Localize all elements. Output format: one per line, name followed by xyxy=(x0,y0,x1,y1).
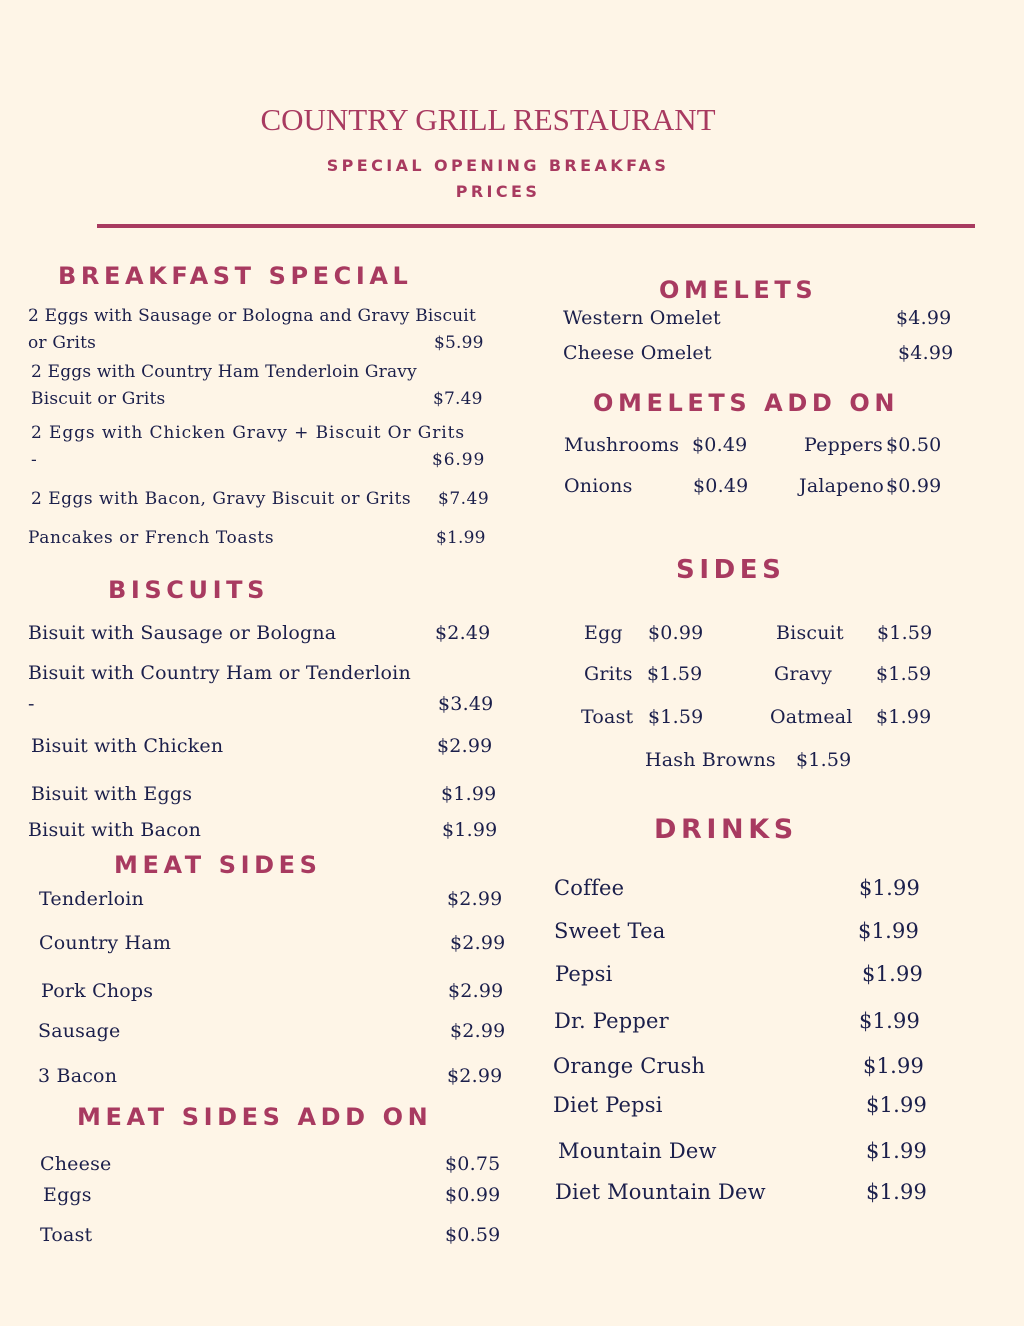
section-heading: DRINKS xyxy=(654,814,798,845)
item-name: Toast xyxy=(40,1224,93,1246)
item-price: $0.99 xyxy=(445,1184,501,1206)
item-price: $1.59 xyxy=(876,663,932,685)
item-name: 3 Bacon xyxy=(38,1065,118,1087)
item-price: $0.99 xyxy=(886,475,942,497)
item-price: $2.99 xyxy=(450,932,506,954)
item-price: $1.99 xyxy=(862,962,924,986)
item-price: $1.99 xyxy=(866,1180,928,1204)
item-name: Mountain Dew xyxy=(558,1139,717,1163)
item-name: Peppers xyxy=(804,434,883,456)
item-price: $1.99 xyxy=(859,876,921,900)
item-name-cont: - xyxy=(28,693,35,715)
item-name: Pancakes or French Toasts xyxy=(28,528,275,548)
item-name: Diet Pepsi xyxy=(553,1093,663,1117)
item-name: Bisuit with Sausage or Bologna xyxy=(28,622,337,644)
item-name: Tenderloin xyxy=(39,888,144,910)
item-price: $1.99 xyxy=(859,1009,921,1033)
item-price: $1.59 xyxy=(647,663,703,685)
item-name: Bisuit with Chicken xyxy=(31,735,224,757)
item-price: $1.59 xyxy=(796,749,852,771)
item-name: Cheese Omelet xyxy=(563,342,712,364)
section-heading: MEAT SIDES xyxy=(114,851,322,879)
item-price: $5.99 xyxy=(434,333,484,353)
item-price: $7.49 xyxy=(433,389,483,409)
item-name: Orange Crush xyxy=(553,1054,706,1078)
item-name: Diet Mountain Dew xyxy=(555,1180,766,1204)
item-price: $1.59 xyxy=(877,622,933,644)
item-name: Eggs xyxy=(43,1184,92,1206)
item-price: $7.49 xyxy=(438,489,490,509)
item-name: Toast xyxy=(581,706,634,728)
section-heading: OMELETS xyxy=(659,276,818,304)
item-price: $2.49 xyxy=(435,622,491,644)
item-name: Gravy xyxy=(774,663,833,685)
item-name: Country Ham xyxy=(39,932,172,954)
subtitle-line-2: PRICES xyxy=(455,182,541,201)
section-heading: MEAT SIDES ADD ON xyxy=(77,1103,433,1131)
item-name: Dr. Pepper xyxy=(554,1009,669,1033)
item-price: $1.99 xyxy=(863,1054,925,1078)
item-name: Western Omelet xyxy=(563,307,721,329)
item-price: $1.99 xyxy=(441,783,497,805)
item-name: Cheese xyxy=(40,1153,112,1175)
item-price: $2.99 xyxy=(437,735,493,757)
header-divider xyxy=(97,224,975,228)
item-name-cont: Biscuit or Grits xyxy=(31,389,166,409)
item-price: $0.50 xyxy=(886,434,942,456)
item-price: $1.99 xyxy=(876,706,932,728)
item-name: Onions xyxy=(564,475,633,497)
item-price: $1.99 xyxy=(866,1139,928,1163)
item-price: $2.99 xyxy=(447,888,503,910)
item-name: Grits xyxy=(584,663,633,685)
item-price: $2.99 xyxy=(450,1020,506,1042)
item-name: Oatmeal xyxy=(770,706,853,728)
item-price: $2.99 xyxy=(448,980,504,1002)
restaurant-title: COUNTRY GRILL RESTAURANT xyxy=(260,102,716,137)
item-name: Bisuit with Bacon xyxy=(28,819,202,841)
item-name: 2 Eggs with Chicken Gravy + Biscuit Or Grits xyxy=(31,423,465,443)
section-heading: SIDES xyxy=(676,555,786,585)
item-price: $3.49 xyxy=(438,693,494,715)
item-price: $1.99 xyxy=(442,819,498,841)
item-name: 2 Eggs with Bacon, Gravy Biscuit or Grits xyxy=(31,489,412,509)
item-name-cont: or Grits xyxy=(28,333,97,353)
item-price: $4.99 xyxy=(898,342,954,364)
item-name: Biscuit xyxy=(776,622,844,644)
item-name: Bisuit with Country Ham or Tenderloin xyxy=(28,662,411,684)
item-price: $0.49 xyxy=(692,434,748,456)
item-name: Pork Chops xyxy=(41,980,154,1002)
item-name: 2 Eggs with Sausage or Bologna and Gravy Biscuit xyxy=(28,306,476,326)
item-price: $2.99 xyxy=(447,1065,503,1087)
item-price: $0.75 xyxy=(445,1153,501,1175)
section-heading: BISCUITS xyxy=(108,576,269,604)
section-heading: BREAKFAST SPECIAL xyxy=(58,262,413,290)
item-price: $4.99 xyxy=(896,307,952,329)
item-name: Sausage xyxy=(38,1020,121,1042)
item-name: Hash Browns xyxy=(645,749,776,771)
item-name: Bisuit with Eggs xyxy=(31,783,193,805)
item-price: $0.59 xyxy=(445,1224,501,1246)
item-price: $1.99 xyxy=(858,919,920,943)
subtitle-line-1: SPECIAL OPENING BREAKFAS xyxy=(326,156,670,175)
item-price: $6.99 xyxy=(432,450,486,470)
item-price: $0.99 xyxy=(648,622,704,644)
item-name: Pepsi xyxy=(555,962,613,986)
section-heading: OMELETS ADD ON xyxy=(593,389,900,417)
item-price: $1.99 xyxy=(436,528,486,548)
item-name: Coffee xyxy=(554,876,625,900)
item-name: 2 Eggs with Country Ham Tenderloin Gravy xyxy=(31,362,417,382)
item-name: Egg xyxy=(584,622,623,644)
item-name: Mushrooms xyxy=(564,434,680,456)
item-name: Sweet Tea xyxy=(554,919,666,943)
item-price: $0.49 xyxy=(693,475,749,497)
item-price: $1.59 xyxy=(648,706,704,728)
item-price: $1.99 xyxy=(866,1093,928,1117)
item-name-cont: - xyxy=(31,450,37,470)
item-name: Jalapeno xyxy=(799,475,885,497)
